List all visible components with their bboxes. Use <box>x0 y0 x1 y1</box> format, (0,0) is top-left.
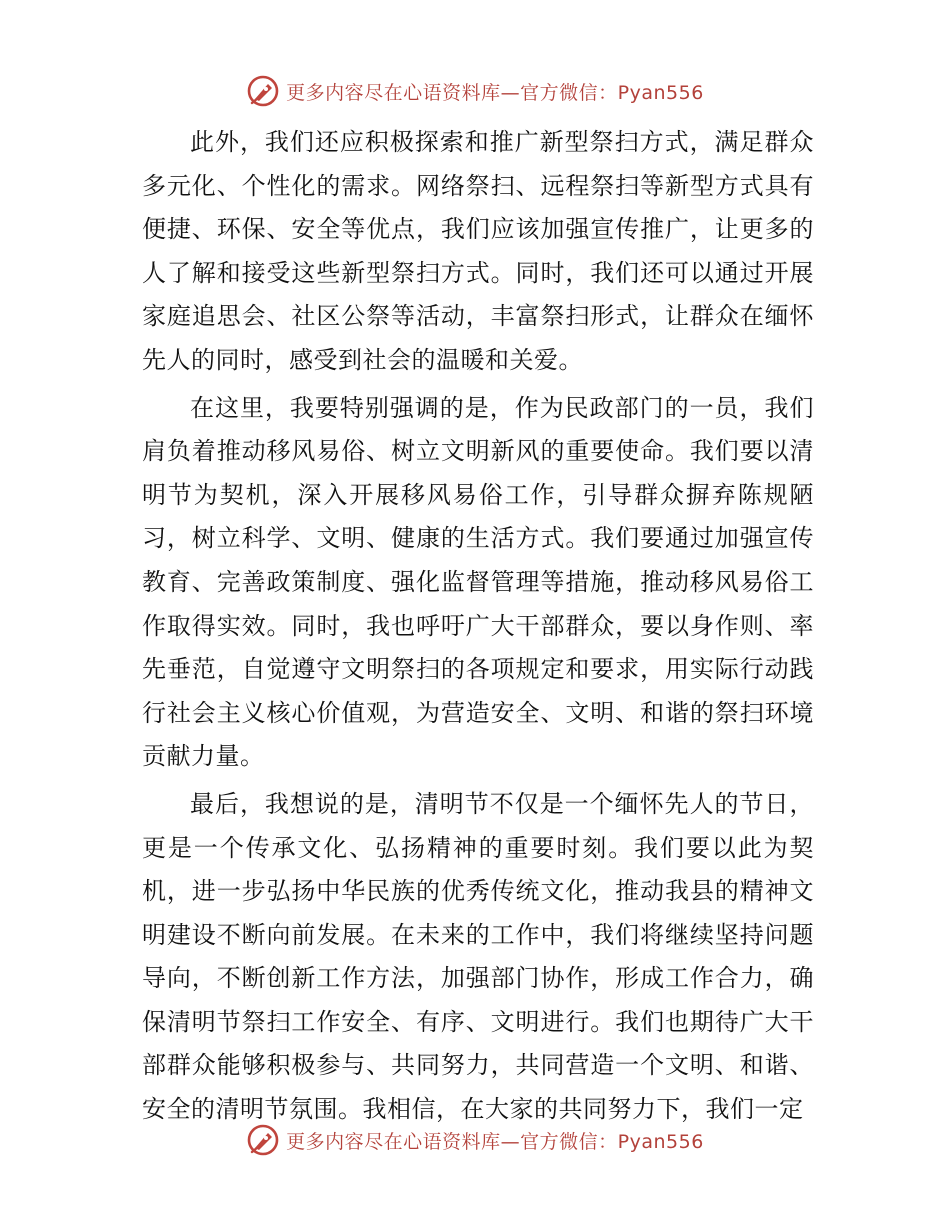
pen-nib-logo-icon <box>246 74 280 108</box>
watermark-text: 更多内容尽在心语资料库—官方微信：Pyan556 <box>286 1130 704 1153</box>
paragraph: 此外，我们还应积极探索和推广新型祭扫方式，满足群众多元化、个性化的需求。网络祭扫、远程祭扫等新型方式具有便捷、环保、安全等优点，我们应该加强宣传推广，让更多的人了解和接受这些新型祭扫方式。同时，我们还可以通过开展家庭追思会、社区公祭等活动，丰富祭扫形式，让群众在缅怀先人的同时，感受到社会的温暖和关爱。 <box>142 128 814 374</box>
watermark-text: 更多内容尽在心语资料库—官方微信：Pyan556 <box>286 81 704 104</box>
paragraph: 最后，我想说的是，清明节不仅是一个缅怀先人的节日，更是一个传承文化、弘扬精神的重要时刻。我们要以此为契机，进一步弘扬中华民族的优秀传统文化，推动我县的精神文明建设不断向前发展。在未来的工作中，我们将继续坚持问题导向，不断创新工作方法，加强部门协作，形成工作合力，确保清明节祭扫工作安全、有序、文明进行。我们也期待广大干部群众能够积极参与、共同努力，共同营造一个文明、和谐、安全的清明节氛围。我相信，在大家的共同努力下，我们一定 <box>142 789 814 1124</box>
header-watermark <box>0 71 950 111</box>
pen-nib-logo-icon <box>246 1123 280 1157</box>
document-body <box>142 121 814 1132</box>
paragraph: 在这里，我要特别强调的是，作为民政部门的一员，我们肩负着推动移风易俗、树立文明新风的重要使命。我们要以清明节为契机，深入开展移风易俗工作，引导群众摒弃陈规陋习，树立科学、文明、健康的生活方式。我们要通过加强宣传教育、完善政策制度、强化监督管理等措施，推动移风易俗工作取得实效。同时，我也呼吁广大干部群众，要以身作则、率先垂范，自觉遵守文明祭扫的各项规定和要求，用实际行动践行社会主义核心价值观，为营造安全、文明、和谐的祭扫环境贡献力量。 <box>142 393 814 771</box>
footer-watermark <box>0 1120 950 1160</box>
